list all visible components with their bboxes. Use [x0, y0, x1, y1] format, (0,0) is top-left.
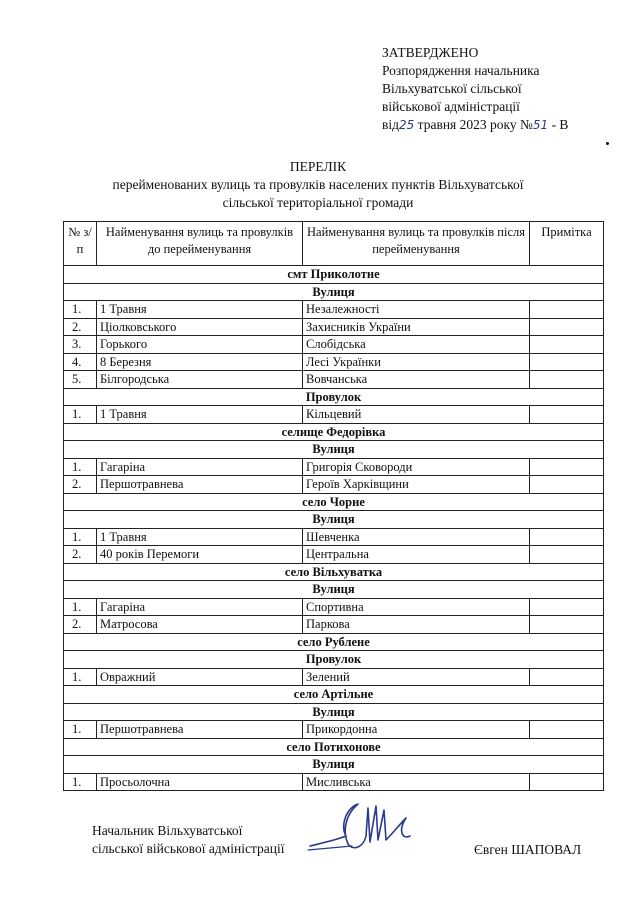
street-type-row — [64, 703, 604, 721]
cell-new-name: Прикордонна — [303, 721, 530, 739]
cell-new-name: Шевченка — [303, 528, 530, 546]
header-note: Примітка — [530, 222, 604, 266]
cell-num: 1. — [64, 301, 97, 319]
cell-num: 2. — [64, 616, 97, 634]
position-line: Начальник Вільхуватської — [92, 823, 243, 838]
settlement-name: село Рублене — [64, 633, 604, 651]
cell-old-name: Просьолочна — [97, 773, 303, 791]
signer-name: Євген ШАПОВАЛ — [474, 842, 582, 857]
street-type-row — [64, 283, 604, 301]
cell-note — [530, 668, 604, 686]
settlement-row — [64, 493, 604, 511]
cell-num: 1. — [64, 668, 97, 686]
cell-num: 2. — [64, 318, 97, 336]
street-type-row — [64, 441, 604, 459]
cell-note — [530, 773, 604, 791]
settlement-name: село Артільне — [64, 686, 604, 704]
street-type: Вулиця — [64, 703, 604, 721]
settlement-row — [64, 563, 604, 581]
cell-new-name: Паркова — [303, 616, 530, 634]
cell-new-name: Григорія Сковороди — [303, 458, 530, 476]
table-header-row — [64, 222, 604, 266]
document-title — [0, 158, 636, 212]
cell-note — [530, 336, 604, 354]
street-type-row — [64, 388, 604, 406]
handwritten-order-number: 51 — [532, 118, 549, 132]
table-row — [64, 301, 604, 319]
cell-old-name: Ціолковського — [97, 318, 303, 336]
cell-num: 1. — [64, 406, 97, 424]
table-row — [64, 353, 604, 371]
title-heading: ПЕРЕЛІК — [289, 159, 347, 174]
settlement-name: село Чорне — [64, 493, 604, 511]
street-type-row — [64, 581, 604, 599]
cell-note — [530, 353, 604, 371]
cell-note — [530, 371, 604, 389]
cell-num: 3. — [64, 336, 97, 354]
settlement-name: селище Федорівка — [64, 423, 604, 441]
header-old-name: Найменування вулиць та провулків до перейменування — [97, 222, 303, 266]
approval-line: Вільхуватської сільської — [382, 81, 522, 96]
cell-num: 2. — [64, 546, 97, 564]
cell-new-name: Мисливська — [303, 773, 530, 791]
cell-old-name: Гагаріна — [97, 458, 303, 476]
cell-note — [530, 476, 604, 494]
cell-new-name: Незалежності — [303, 301, 530, 319]
cell-num: 1. — [64, 773, 97, 791]
table-row — [64, 371, 604, 389]
street-type-row — [64, 511, 604, 529]
cell-old-name: Білгородська — [97, 371, 303, 389]
settlement-row — [64, 686, 604, 704]
settlement-name: смт Приколотне — [64, 266, 604, 284]
cell-num: 5. — [64, 371, 97, 389]
table-row — [64, 476, 604, 494]
cell-note — [530, 616, 604, 634]
table-row — [64, 721, 604, 739]
ink-dot — [606, 142, 609, 145]
approval-line: Розпорядження начальника — [382, 63, 540, 78]
cell-old-name: Матросова — [97, 616, 303, 634]
cell-old-name: Овражний — [97, 668, 303, 686]
street-type: Вулиця — [64, 441, 604, 459]
cell-new-name: Центральна — [303, 546, 530, 564]
street-type: Вулиця — [64, 511, 604, 529]
cell-new-name: Героїв Харківщини — [303, 476, 530, 494]
street-type-row — [64, 756, 604, 774]
cell-note — [530, 406, 604, 424]
settlement-row — [64, 738, 604, 756]
signer-position — [92, 822, 284, 858]
cell-new-name: Зелений — [303, 668, 530, 686]
cell-new-name: Спортивна — [303, 598, 530, 616]
cell-new-name: Вовчанська — [303, 371, 530, 389]
cell-old-name: 1 Травня — [97, 406, 303, 424]
cell-new-name: Захисників України — [303, 318, 530, 336]
table-row — [64, 546, 604, 564]
approval-block — [382, 44, 568, 134]
street-type: Вулиця — [64, 283, 604, 301]
cell-note — [530, 598, 604, 616]
cell-new-name: Лесі Українки — [303, 353, 530, 371]
title-subtitle: перейменованих вулиць та провулків населених пунктів Вільхуватської — [112, 177, 524, 192]
position-line: сільської військової адміністрації — [92, 841, 285, 856]
table-body — [64, 266, 604, 791]
street-type: Провулок — [64, 651, 604, 669]
street-type: Вулиця — [64, 756, 604, 774]
approval-line: військової адміністрації — [382, 99, 520, 114]
cell-num: 4. — [64, 353, 97, 371]
cell-num: 1. — [64, 458, 97, 476]
cell-note — [530, 458, 604, 476]
renaming-table — [63, 221, 604, 791]
table-row — [64, 668, 604, 686]
table-row — [64, 773, 604, 791]
table-row — [64, 458, 604, 476]
street-type: Провулок — [64, 388, 604, 406]
settlement-row — [64, 423, 604, 441]
cell-new-name: Кільцевий — [303, 406, 530, 424]
cell-note — [530, 318, 604, 336]
cell-old-name: 40 років Перемоги — [97, 546, 303, 564]
table-row — [64, 616, 604, 634]
handwritten-signature — [306, 796, 418, 858]
table-row — [64, 318, 604, 336]
cell-num: 1. — [64, 598, 97, 616]
table-row — [64, 336, 604, 354]
handwritten-day: 25 — [399, 118, 415, 132]
cell-num: 1. — [64, 721, 97, 739]
approval-heading: ЗАТВЕРДЖЕНО — [382, 45, 479, 60]
approval-date-line — [382, 116, 568, 134]
settlement-name: село Вільхуватка — [64, 563, 604, 581]
cell-old-name: Гагаріна — [97, 598, 303, 616]
date-prefix: від — [382, 117, 399, 132]
cell-note — [530, 721, 604, 739]
order-suffix: - В — [551, 117, 569, 132]
table-row — [64, 406, 604, 424]
cell-old-name: Першотравнева — [97, 721, 303, 739]
street-type-row — [64, 651, 604, 669]
cell-old-name: 1 Травня — [97, 528, 303, 546]
cell-new-name: Слобідська — [303, 336, 530, 354]
table-row — [64, 598, 604, 616]
settlement-row — [64, 266, 604, 284]
cell-old-name: Першотравнева — [97, 476, 303, 494]
header-new-name: Найменування вулиць та провулків після перейменування — [303, 222, 530, 266]
table-row — [64, 528, 604, 546]
cell-note — [530, 301, 604, 319]
cell-num: 1. — [64, 528, 97, 546]
date-rest: травня 2023 року № — [417, 117, 533, 132]
cell-old-name: 1 Травня — [97, 301, 303, 319]
settlement-name: село Потихонове — [64, 738, 604, 756]
cell-old-name: Горького — [97, 336, 303, 354]
title-subtitle: сільської територіальної громади — [222, 195, 414, 210]
street-type: Вулиця — [64, 581, 604, 599]
cell-note — [530, 546, 604, 564]
header-num: № з/п — [64, 222, 97, 266]
settlement-row — [64, 633, 604, 651]
cell-note — [530, 528, 604, 546]
cell-old-name: 8 Березня — [97, 353, 303, 371]
cell-num: 2. — [64, 476, 97, 494]
